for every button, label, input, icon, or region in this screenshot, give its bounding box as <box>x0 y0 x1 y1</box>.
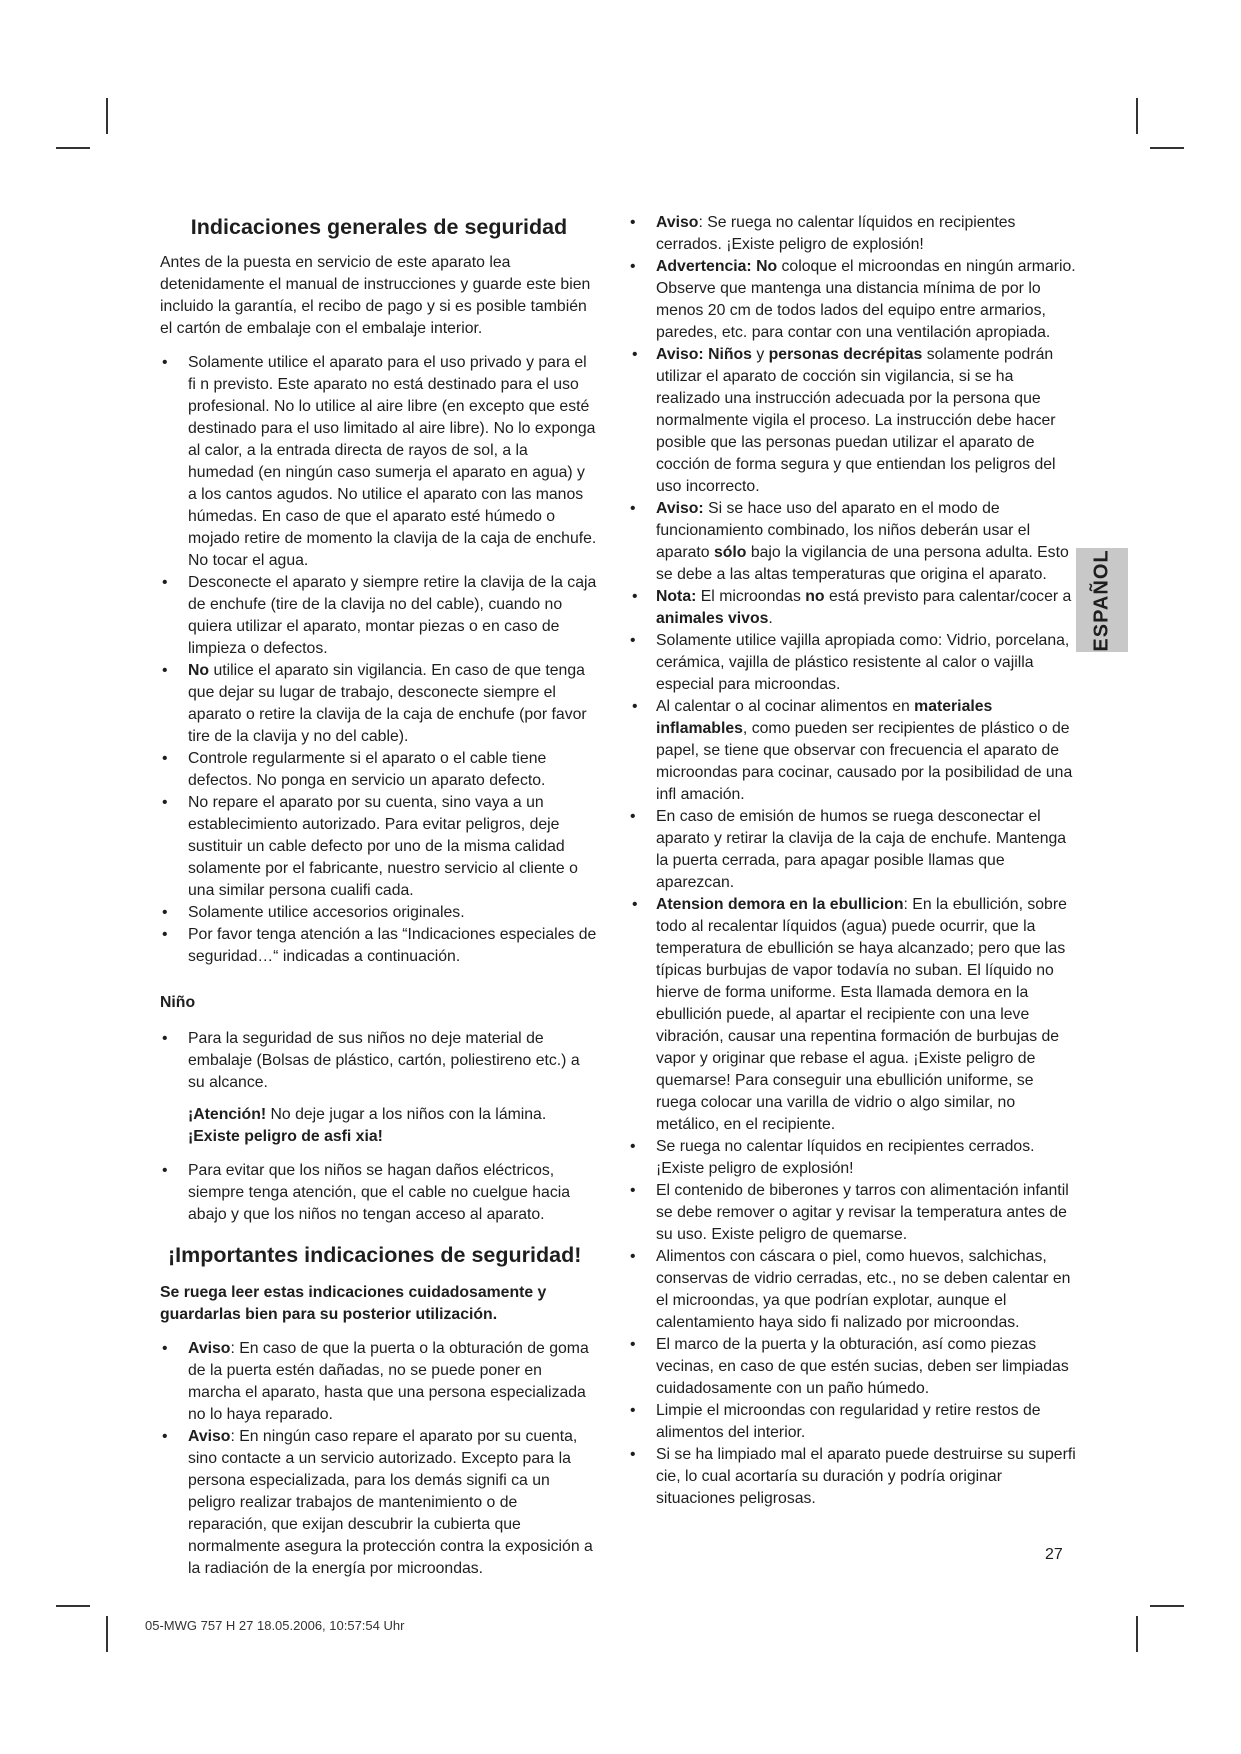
crop-mark <box>1136 98 1138 134</box>
list-item: • Aviso: Si se hace uso del aparato en el modo de funcionamiento combinado, los niños deberán usar el aparato sólo bajo la vigilancia de una persona adulta. Esto se debe a las altas temperaturas que origina el aparato. <box>628 498 1076 586</box>
language-tab-label: ESPAÑOL <box>1090 548 1113 652</box>
nino-heading: Niño <box>160 994 196 1011</box>
list-item: • No utilice el aparato sin vigilancia. En caso de que tenga que dejar su lugar de trabajo, desconecte siempre el aparato o retire la clavija de la caja de enchufe (por favor tire de la clavija y no del cable). <box>160 660 598 748</box>
list-item: • Limpie el microondas con regularidad y retire restos de alimentos del interior. <box>628 1400 1076 1444</box>
crop-mark <box>56 1605 90 1607</box>
list-item: • Nota: El microondas no está previsto para calentar/cocer a animales vivos. <box>628 586 1076 630</box>
crop-mark <box>106 1616 108 1652</box>
left-column <box>160 212 598 1586</box>
list-item: • El marco de la puerta y la obturación, así como piezas vecinas, en caso de que estén sucias, deben ser limpiadas cuidadosamente con un paño húmedo. <box>628 1334 1076 1400</box>
right-column <box>628 212 1076 1516</box>
list-item: • Aviso: En ningún caso repare el aparato por su cuenta, sino contacte a un servicio autorizado. Excepto para la persona especializada, para los demás signifi ca un peligro realizar trabajos de mantenimiento o de reparación, que exijan descubrir la cubierta que normalmente asegura la protección contra la exposición a la radiación de la energía por microondas. <box>160 1426 598 1580</box>
right-safety-list <box>628 212 1076 1510</box>
language-tab <box>1076 548 1128 652</box>
print-footer: 05-MWG 757 H 27 18.05.2006, 10:57:54 Uhr <box>145 1618 405 1633</box>
important-title: ¡Importantes indicaciones de seguridad! <box>168 1243 582 1267</box>
list-item: • Aviso: Niños y personas decrépitas solamente podrán utilizar el aparato de cocción sin vigilancia, si se ha realizado una instrucción adecuada por la persona que normalmente vigila el proceso. La instrucción debe hacer posible que las personas puedan utilizar el aparato de cocción de forma segura y que entiendan los peligros del uso incorrecto. <box>628 344 1076 498</box>
list-item: • Aviso: Se ruega no calentar líquidos en recipientes cerrados. ¡Existe peligro de explosión! <box>628 212 1076 256</box>
list-item: • Solamente utilice el aparato para el uso privado y para el fi n previsto. Este aparato no está destinado para el uso profesional. No lo utilice al aire libre (en excepto que esté destinado para el uso limitado al aire libre). No lo exponga al calor, a la entrada directa de rayos de sol, a la humedad (en ningún caso sumerja el aparato en agua) y a los cantos agudos. No utilice el aparato con las manos húmedas. En caso de que el aparato esté húmedo o mojado retire de momento la clavija de la caja de enchufe. No tocar el agua. <box>160 352 598 572</box>
list-item: • Solamente utilice vajilla apropiada como: Vidrio, porcelana, cerámica, vajilla de plástico resistente al calor o vajilla especial para microondas. <box>628 630 1076 696</box>
crop-mark <box>1136 1616 1138 1652</box>
list-item: • Aviso: En caso de que la puerta o la obturación de goma de la puerta estén dañadas, no se puede poner en marcha el aparato, hasta que una persona especializada no lo haya reparado. <box>160 1338 598 1426</box>
list-item: • Atension demora en la ebullicion: En la ebullición, sobre todo al recalentar líquidos (agua) puede ocurrir, que la temperatura de ebullición se haya alcanzado; pero que las típicas burbujas de vapor todavía no suban. El líquido no hierve de forma uniforme. Esta llamada demora en la ebullición puede, al apartar el recipiente con una leve vibración, causar una repentina formación de burbujas de vapor y originar que rebase el agua. ¡Existe peligro de quemarse! Para conseguir una ebullición uniforme, se ruega colocar una varilla de vidrio o algo similar, no metálico, en el recipiente. <box>628 894 1076 1136</box>
list-item: • Para la seguridad de sus niños no deje material de embalaje (Bolsas de plástico, cartón, poliestireno etc.) a su alcance. <box>160 1028 598 1094</box>
general-safety-list <box>160 352 598 968</box>
list-item: • El contenido de biberones y tarros con alimentación infantil se debe remover o agitar y revisar la temperatura antes de su uso. Existe peligro de quemarse. <box>628 1180 1076 1246</box>
list-item: • Solamente utilice accesorios originales. <box>160 902 598 924</box>
nino-list-2 <box>160 1160 598 1226</box>
crop-mark <box>1150 1605 1184 1607</box>
important-intro: Se ruega leer estas indicaciones cuidadosamente y guardarlas bien para su posterior utilización. <box>160 1284 547 1323</box>
nino-list <box>160 1028 598 1094</box>
list-item: • Desconecte el aparato y siempre retire la clavija de la caja de enchufe (tire de la clavija no del cable), cuando no quiera utilizar el aparato, montar piezas o en caso de limpieza o defectos. <box>160 572 598 660</box>
list-item: • En caso de emisión de humos se ruega desconectar el aparato y retirar la clavija de la caja de enchufe. Mantenga la puerta cerrada, para apagar posible llamas que aparezcan. <box>628 806 1076 894</box>
crop-mark <box>106 98 108 134</box>
intro-paragraph: Antes de la puesta en servicio de este aparato lea detenidamente el manual de instrucciones y guarde este bien incluido la garantía, el recibo de pago y si es posible también el cartón de embalaje con el embalaje interior. <box>160 254 591 337</box>
crop-mark <box>56 147 90 149</box>
list-item: • Por favor tenga atención a las “Indicaciones especiales de seguridad…“ indicadas a continuación. <box>160 924 598 968</box>
list-item: • Al calentar o al cocinar alimentos en materiales inflamables, como pueden ser recipientes de plástico o de papel, se tiene que observar con frecuencia el aparato de microondas para cocinar, causado por la posibilidad de una infl amación. <box>628 696 1076 806</box>
important-list <box>160 1338 598 1580</box>
list-item: • Controle regularmente si el aparato o el cable tiene defectos. No ponga en servicio un aparato defecto. <box>160 748 598 792</box>
list-item: • Si se ha limpiado mal el aparato puede destruirse su superfi cie, lo cual acortaría su duración y podría originar situaciones peligrosas. <box>628 1444 1076 1510</box>
list-item: • Advertencia: No coloque el microondas en ningún armario. Observe que mantenga una distancia mínima de por lo menos 20 cm de todos lados del equipo entre armarios, paredes, etc. para contar con una ventilación apropiada. <box>628 256 1076 344</box>
crop-mark <box>1150 147 1184 149</box>
list-item: • No repare el aparato por su cuenta, sino vaya a un establecimiento autorizado. Para evitar peligros, deje sustituir un cable defecto por uno de la misma calidad solamente por el fabricante, nuestro servicio al cliente o una similar persona cualifi cada. <box>160 792 598 902</box>
atencion-note: ¡Atención! No deje jugar a los niños con la lámina. ¡Existe peligro de asfi xia! <box>188 1106 547 1145</box>
list-item: • Alimentos con cáscara o piel, como huevos, salchichas, conservas de vidrio cerradas, etc., no se deben calentar en el microondas, ya que podrían explotar, aunque el calentamiento haya sido fi nalizado por microondas. <box>628 1246 1076 1334</box>
list-item: • Para evitar que los niños se hagan daños eléctricos, siempre tenga atención, que el cable no cuelgue hacia abajo y que los niños no tengan acceso al aparato. <box>160 1160 598 1226</box>
page-number: 27 <box>1045 1546 1063 1563</box>
section-title: Indicaciones generales de seguridad <box>190 215 568 239</box>
list-item: • Se ruega no calentar líquidos en recipientes cerrados. ¡Existe peligro de explosión! <box>628 1136 1076 1180</box>
